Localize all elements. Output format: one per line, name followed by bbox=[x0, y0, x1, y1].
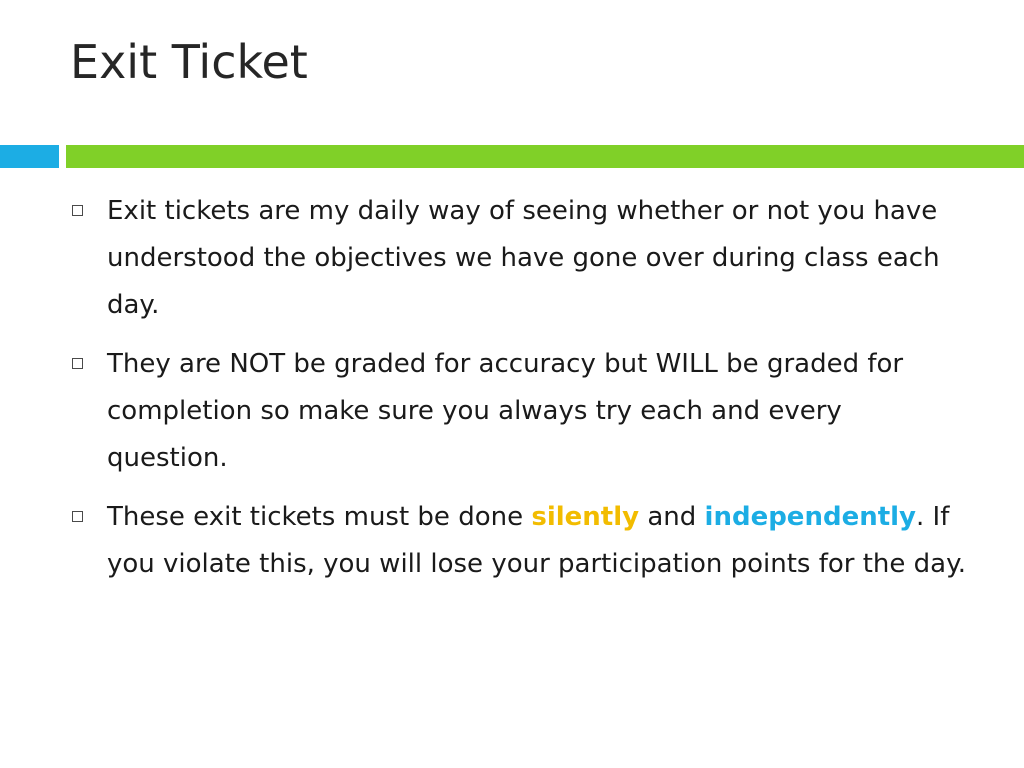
accent-bar-blue bbox=[0, 145, 59, 168]
hollow-square-bullet-icon bbox=[72, 205, 83, 216]
hollow-square-bullet-icon bbox=[72, 511, 83, 522]
accent-bar-green bbox=[66, 145, 1024, 168]
highlight-silently: silently bbox=[531, 502, 640, 532]
bullet-item-daily-check bbox=[70, 188, 970, 329]
bullet-text-part: . If you violate this, you will lose your participation points for the day. bbox=[107, 502, 967, 579]
bullet-item-grading bbox=[70, 341, 970, 482]
bullet-text: Exit tickets are my daily way of seeing whether or not you have understood the objectives we have gone over during class each day. bbox=[107, 196, 940, 320]
bullet-list bbox=[70, 188, 970, 600]
slide-title: Exit Ticket bbox=[70, 35, 308, 89]
highlight-independently: independently bbox=[704, 502, 916, 532]
bullet-text: They are NOT be graded for accuracy but WILL be graded for completion so make sure you always try each and every question. bbox=[107, 349, 904, 473]
hollow-square-bullet-icon bbox=[72, 358, 83, 369]
bullet-text-part: These exit tickets must be done bbox=[107, 502, 532, 532]
bullet-text-part: and bbox=[639, 502, 705, 532]
bullet-item-rules bbox=[70, 494, 970, 588]
